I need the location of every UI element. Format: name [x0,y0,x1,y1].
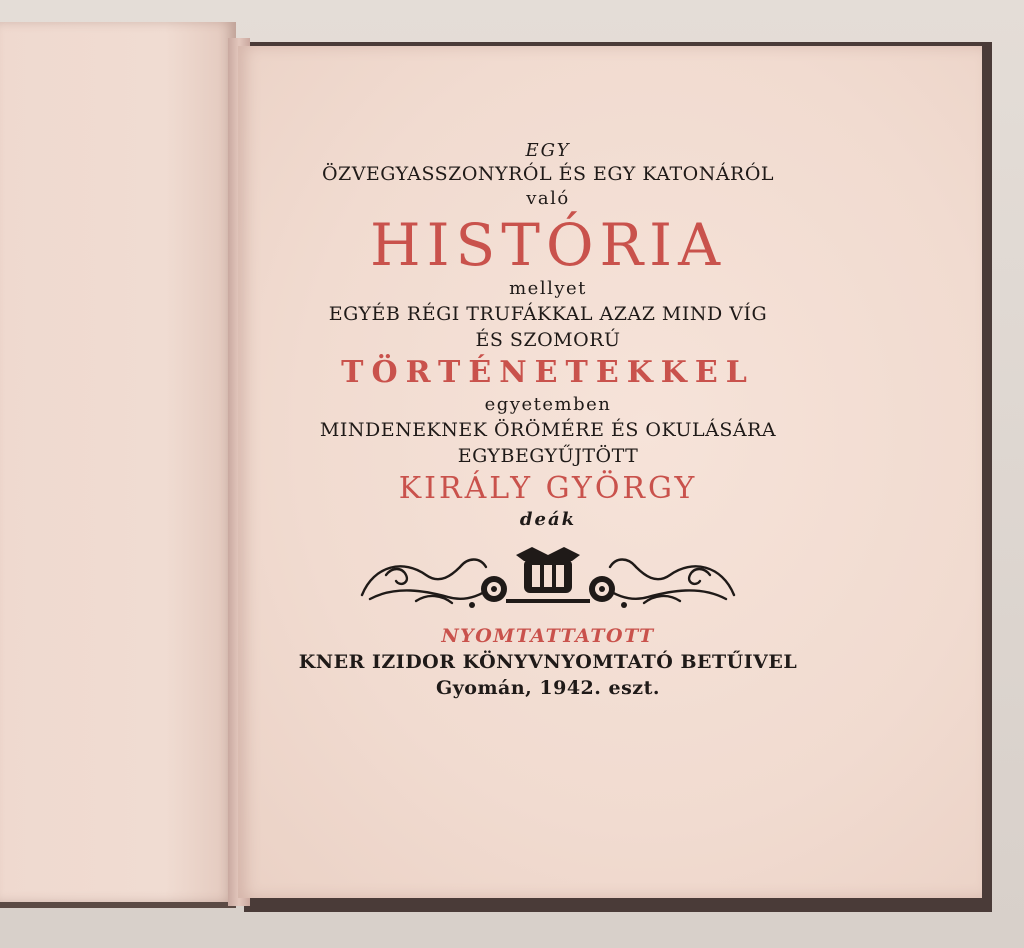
title-line-egybegyujtott: EGYBEGYŰJTÖTT [457,445,639,467]
title-line-mindeneknek: MINDENEKNEK ÖRÖMÉRE ÉS OKULÁSÁRA [319,419,777,441]
left-page [0,22,236,908]
title-line-tortenetekkel: TÖRTÉNETEKKEL [341,355,755,390]
place-and-date: Gyomán, 1942. eszt. [436,677,660,699]
author-name: KIRÁLY GYÖRGY [398,471,698,506]
title-line-egyetemben: egyetemben [484,394,612,415]
title-line-ozvegy: ÖZVEGYASSZONYRÓL ÉS EGY KATONÁRÓL [321,163,775,185]
title-line-nyomtattatott: NYOMTATTATOTT [441,625,655,647]
title-line-egy: EGY [525,140,571,161]
title-line-historia: HISTÓRIA [370,211,726,279]
printer-ornament-icon [356,545,740,613]
title-line-valo: való [526,188,570,209]
title-line-deak: deák [519,509,577,530]
title-line-szomoru: ÉS SZOMORÚ [475,329,621,351]
title-line-mellyet: mellyet [509,278,587,299]
title-line-egyeb: EGYÉB RÉGI TRUFÁKKAL AZAZ MIND VÍG [328,303,768,325]
printer-name: KNER IZIDOR KÖNYVNYOMTATÓ BETŰIVEL [298,651,798,673]
title-text-block [238,140,858,701]
